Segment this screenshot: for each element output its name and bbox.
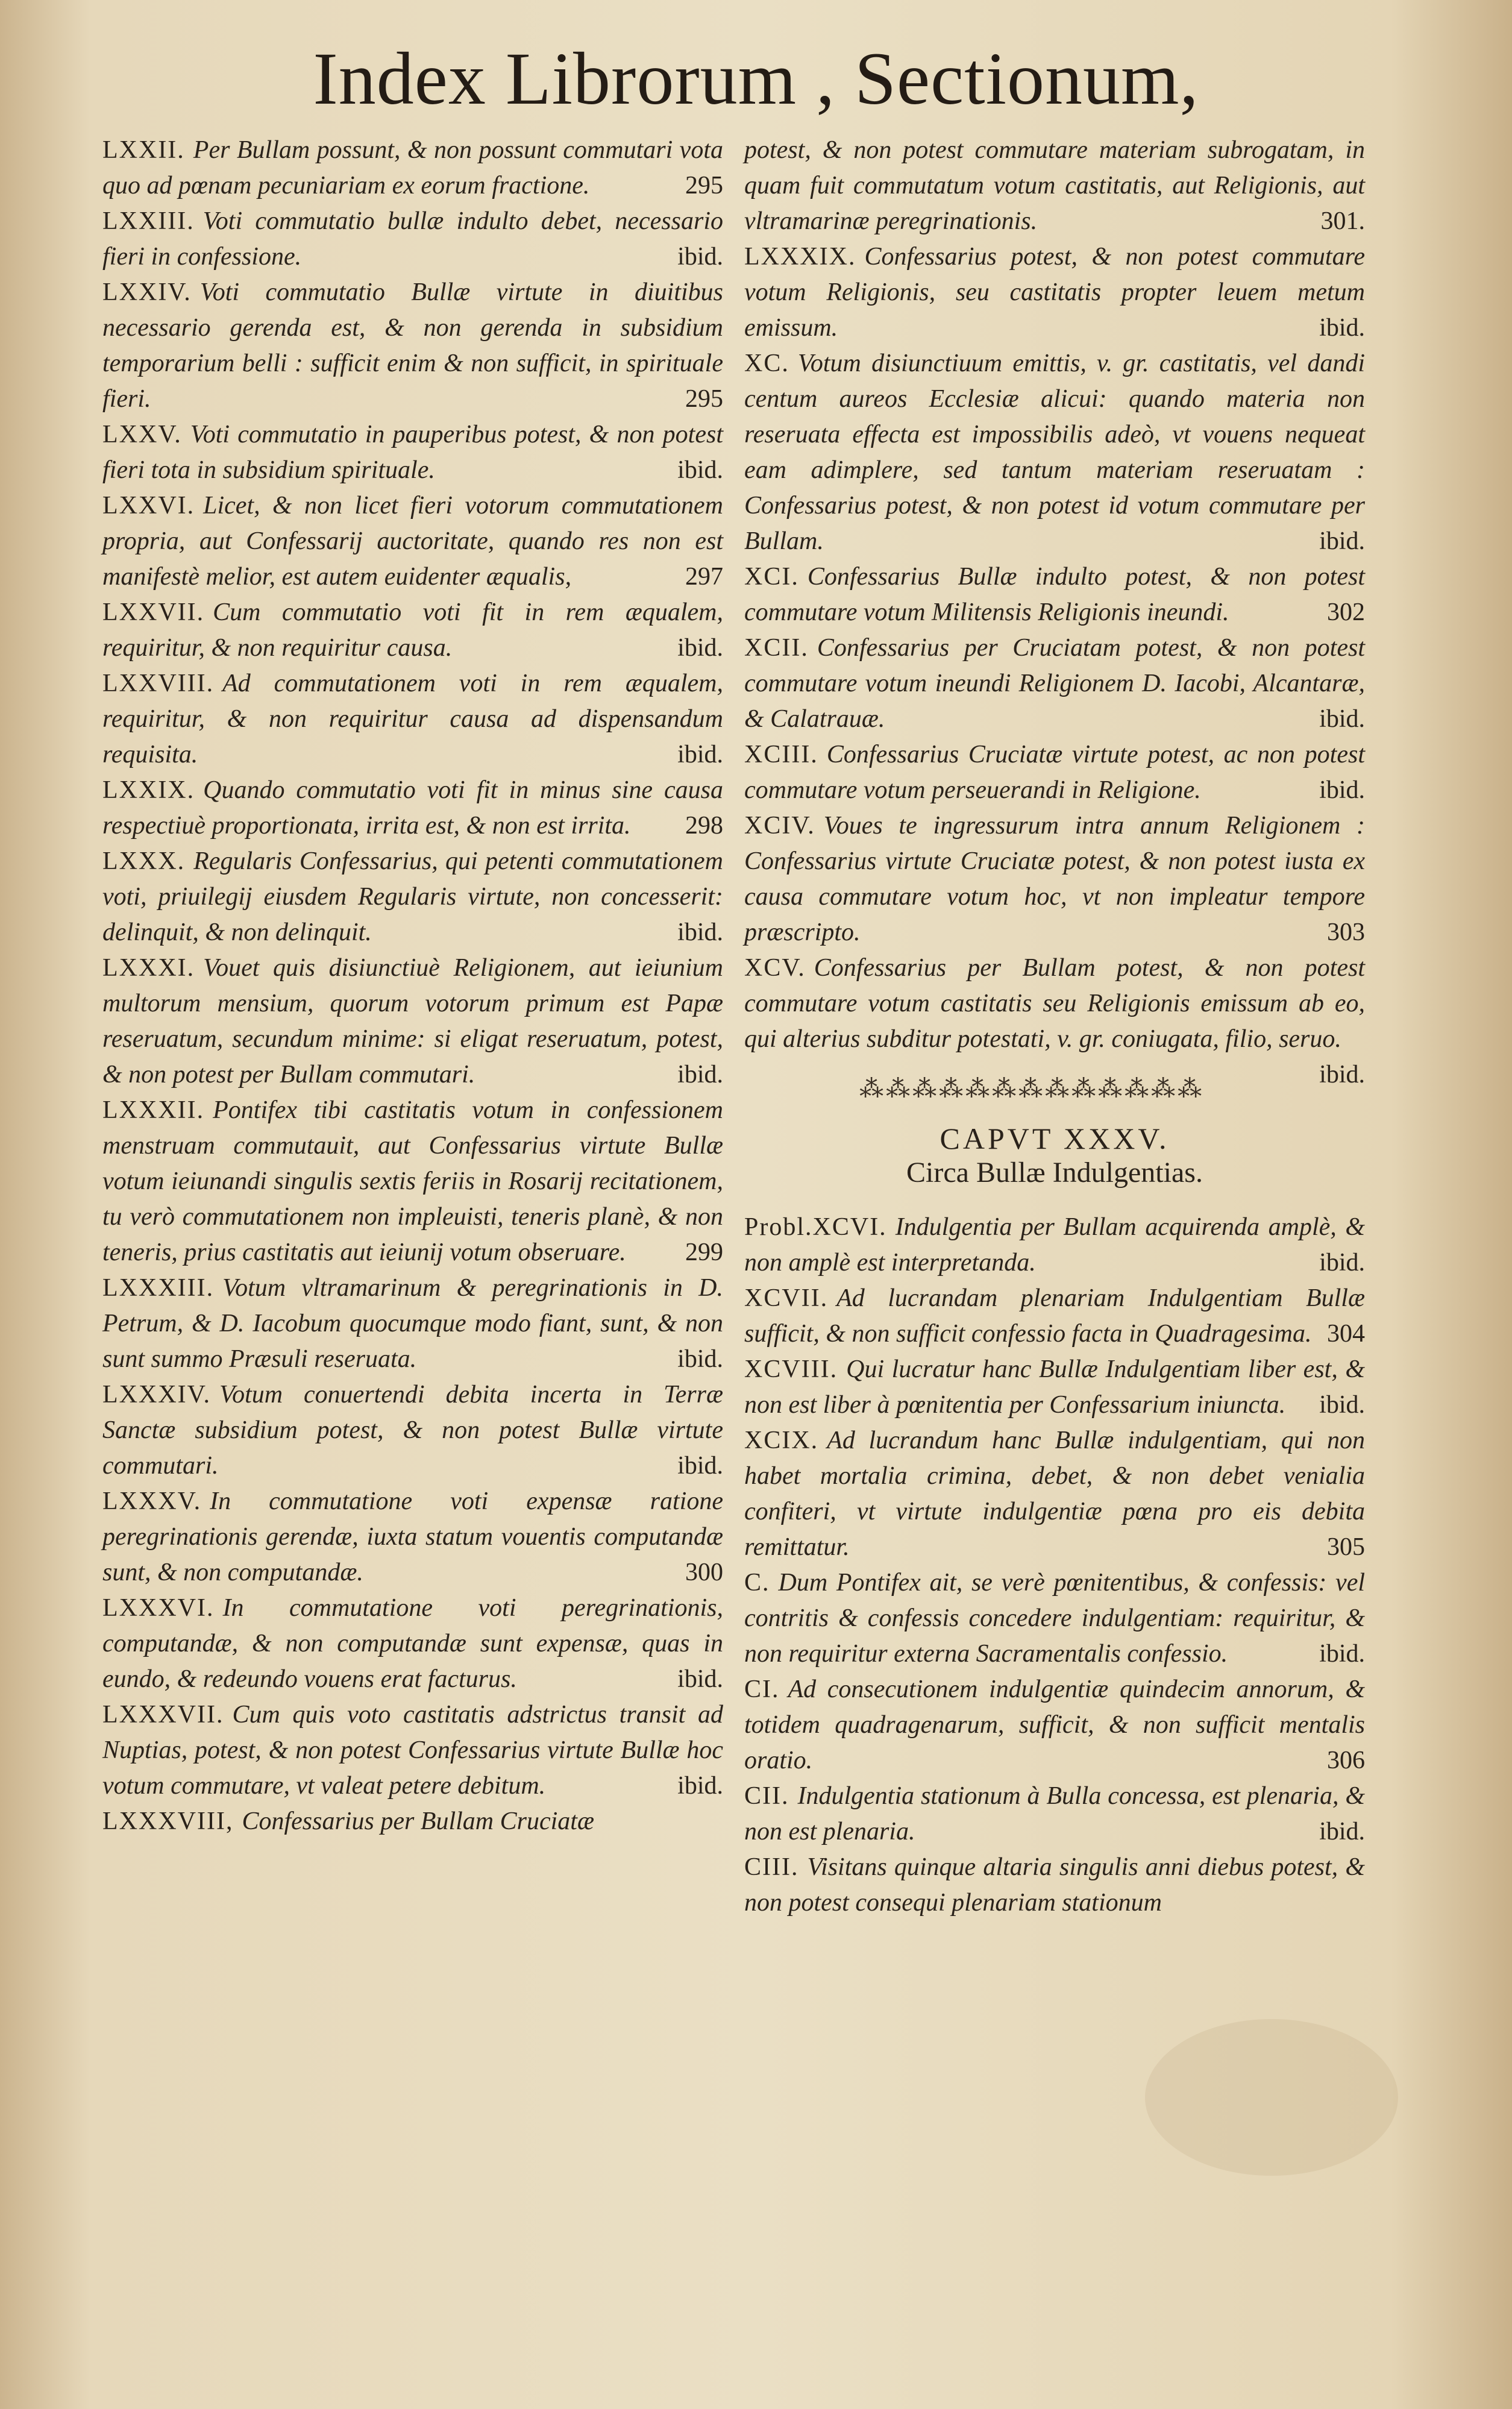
entry-number: XCVII.	[744, 1284, 829, 1312]
page-reference: 295	[685, 172, 723, 199]
index-entry	[744, 1672, 1365, 1779]
index-entry	[102, 133, 723, 204]
page-reference: 298	[685, 812, 723, 840]
index-entry	[744, 1565, 1365, 1672]
page-reference: 303	[1327, 919, 1365, 946]
entry-text: Ad commutationem voti in rem æqualem, requiritur, & non requiritur causa ad dispensandum requisita.	[102, 670, 723, 768]
page-reference: ibid.	[677, 1665, 723, 1693]
entry-text: Pontifex tibi castitatis votum in confessionem menstruam commutauit, aut Confessarius virtute Bullæ votum ieiunandi singulis sextis feriis in Rosarij recitationem, tu verò commutationem non impleuisti, teneris planè, & non teneris, prius castitatis aut ieiunij votum obseruare.	[102, 1096, 723, 1266]
entry-number: LXXXVII.	[102, 1701, 224, 1729]
index-entry	[102, 773, 723, 844]
entry-number: LXXXV.	[102, 1487, 202, 1515]
page-reference: 300	[685, 1559, 723, 1586]
index-entry	[102, 1484, 723, 1591]
index-entry	[744, 1352, 1365, 1423]
entry-number: XCI.	[744, 563, 799, 591]
entry-number: LXXII.	[102, 136, 185, 164]
entry-number: CI.	[744, 1676, 780, 1703]
entry-text: Indulgentia per Bullam acquirenda amplè, & non amplè est interpretanda.	[744, 1213, 1365, 1277]
chapter-title: CAPVT XXXV.	[940, 1122, 1170, 1155]
entry-number: XCVIII.	[744, 1355, 838, 1383]
page-reference: ibid.	[1319, 314, 1365, 342]
entry-text: Voti commutatio in pauperibus potest, & non potest fieri tota in subsidium spirituale.	[102, 421, 723, 484]
entry-number: LXXXIV.	[102, 1381, 212, 1409]
page-reference: 305	[1327, 1533, 1365, 1561]
index-entry	[102, 950, 723, 1093]
index-entry	[102, 417, 723, 488]
entry-number: CII.	[744, 1782, 789, 1810]
index-entry	[744, 1281, 1365, 1352]
entry-text: Qui lucratur hanc Bullæ Indulgentiam liber est, & non est liber à pœnitentia per Confessarium iniuncta.	[744, 1355, 1365, 1419]
page-reference: ibid.	[1319, 1818, 1365, 1845]
page-reference: ibid.	[677, 1452, 723, 1480]
index-entry	[744, 737, 1365, 808]
entry-number: XC.	[744, 350, 789, 377]
page-reference: 295	[685, 385, 723, 413]
page-reference: ibid.	[677, 741, 723, 768]
page-reference: ibid.	[677, 1345, 723, 1373]
index-entry	[744, 1423, 1365, 1565]
page-reference: ibid.	[677, 919, 723, 946]
entry-number: XCIII.	[744, 741, 818, 768]
entry-text: potest, & non potest commutare materiam subrogatam, in quam fuit commutatum votum castitatis, aut Religionis, aut vltramarinæ peregrinationis.	[744, 136, 1365, 235]
entry-number: LXXXII.	[102, 1096, 205, 1124]
entry-number: XCIV.	[744, 812, 815, 840]
page-reference: ibid.	[677, 456, 723, 484]
index-entry	[744, 950, 1365, 1088]
entry-text: Licet, & non licet fieri votorum commutationem propria, aut Confessarij auctoritate, quando res non est manifestè melior, est autem euidenter æqualis,	[102, 492, 723, 591]
entry-number: LXXIV.	[102, 278, 192, 306]
entry-text: Cum quis voto castitatis adstrictus transit ad Nuptias, potest, & non potest Confessarius virtute Bullæ hoc votum commutare, vt valeat petere debitum.	[102, 1701, 723, 1800]
right-entries	[744, 133, 1365, 1088]
page-header: Index Librorum , Sectionum,	[313, 37, 1199, 120]
index-entry	[102, 844, 723, 950]
index-entry	[744, 346, 1365, 559]
page-reference: 301.	[1320, 207, 1365, 235]
entry-text: Ad lucrandum hanc Bullæ indulgentiam, qui non habet mortalia crimina, debet, & non debet venialia confiteri, vt virtute indulgentiæ pœna pro eis debita remittatur.	[744, 1427, 1365, 1561]
left-column	[102, 133, 723, 1839]
page-reference: ibid.	[1319, 1061, 1365, 1088]
index-entry	[102, 1697, 723, 1804]
page-reference: 306	[1327, 1747, 1365, 1774]
entry-number: LXXIII.	[102, 207, 195, 235]
entry-text: Visitans quinque altaria singulis anni diebus potest, & non potest consequi plenariam stationum	[744, 1853, 1365, 1917]
entry-number: LXXXVI.	[102, 1594, 215, 1622]
page-reference: ibid.	[677, 243, 723, 271]
index-entry	[744, 133, 1365, 239]
entry-text: Confessarius per Bullam potest, & non potest commutare votum castitatis seu Religionis emissum ab eo, qui alterius subditur potestati, v. gr. coniugata, filio, seruo.	[744, 954, 1365, 1053]
entry-text: Voti commutatio bullæ indulto debet, necessario fieri in confessione.	[102, 207, 723, 271]
ornament-divider: ⁂⁂⁂⁂⁂⁂⁂⁂⁂⁂⁂⁂⁂	[859, 1075, 1205, 1103]
entry-text: Vouet quis disiunctiuè Religionem, aut ieiunium multorum mensium, quorum votorum primum est Papæ reseruatum, secundum minime: si eligat reseruatum, potest, & non potest per Bullam commutari.	[102, 954, 723, 1088]
entry-text: In commutatione voti expensæ ratione peregrinationis gerendæ, iuxta statum vouentis computandæ sunt, & non computandæ.	[102, 1487, 723, 1586]
right-column	[744, 133, 1365, 1921]
entry-text: Votum disiunctiuum emittis, v. gr. castitatis, vel dandi centum aureos Ecclesiæ alicui: quando materia non reseruata effecta est impossibilis adeò, vt vouens nequeat eam adimplere, sed tantum materiam reseruatam : Confessarius potest, & non potest id votum commutare per Bullam.	[744, 350, 1365, 555]
entry-number: CIII.	[744, 1853, 799, 1881]
entry-text: Indulgentia stationum à Bulla concessa, est plenaria, & non est plenaria.	[744, 1782, 1365, 1845]
entry-text: Ad consecutionem indulgentiæ quindecim annorum, & totidem quadragenarum, sufficit, & non sufficit mentalis oratio.	[744, 1676, 1365, 1774]
page-reference: ibid.	[1319, 1640, 1365, 1668]
entry-number: LXXIX.	[102, 776, 195, 804]
index-entry	[102, 1270, 723, 1377]
entry-number: XCII.	[744, 634, 809, 662]
entry-number: LXXVIII.	[102, 670, 215, 697]
index-entry	[744, 1779, 1365, 1850]
entry-text: Per Bullam possunt, & non possunt commutari vota quo ad pœnam pecuniariam ex eorum fractione.	[102, 136, 723, 199]
page-reference: ibid.	[677, 1061, 723, 1088]
chapter-entries	[744, 1210, 1365, 1921]
entry-text: Dum Pontifex ait, se verè pœnitentibus, & confessis: vel contritis & confessis concedere indulgentiam: requiritur, & non requiritur externa Sacramentalis confessio.	[744, 1569, 1365, 1668]
entry-text: Confessarius potest, & non potest commutare votum Religionis, seu castitatis propter leuem metum emissum.	[744, 243, 1365, 342]
index-entry	[744, 630, 1365, 737]
entry-text: Quando commutatio voti fit in minus sine causa respectiuè proportionata, irrita est, & non est irrita.	[102, 776, 723, 840]
page-reference: 302	[1327, 598, 1365, 626]
entry-text: Confessarius per Bullam Cruciatæ	[242, 1808, 594, 1835]
paper-stain	[1145, 2019, 1398, 2176]
index-entry	[744, 808, 1365, 950]
entry-text: Confessarius Cruciatæ virtute potest, ac non potest commutare votum perseuerandi in Religione.	[744, 741, 1365, 804]
page-reference: ibid.	[1319, 776, 1365, 804]
page-reference: ibid.	[677, 1772, 723, 1800]
entry-text: Confessarius Bullæ indulto potest, & non potest commutare votum Militensis Religionis ineundi.	[744, 563, 1365, 626]
index-entry	[744, 1850, 1365, 1921]
index-entry	[102, 204, 723, 275]
entry-number: XCIX.	[744, 1427, 819, 1454]
entry-number: XCV.	[744, 954, 806, 982]
page-reference: ibid.	[1319, 1391, 1365, 1419]
page-reference: 297	[685, 563, 723, 591]
index-entry	[102, 1093, 723, 1270]
entry-number: LXXX.	[102, 847, 186, 875]
entry-text: Ad lucrandam plenariam Indulgentiam Bullæ sufficit, & non sufficit confessio facta in Quadragesima.	[744, 1284, 1365, 1348]
entry-text: Votum vltramarinum & peregrinationis in D. Petrum, & D. Iacobum quocumque modo fiant, sunt, & non sunt summo Præsuli reseruata.	[102, 1274, 723, 1373]
index-entry	[744, 1210, 1365, 1281]
entry-text: Cum commutatio voti fit in rem æqualem, requiritur, & non requiritur causa.	[102, 598, 723, 662]
index-entry	[102, 275, 723, 417]
chapter-subtitle: Circa Bullæ Indulgentias.	[906, 1157, 1203, 1189]
page-reference: 304	[1327, 1320, 1365, 1348]
index-entry	[744, 239, 1365, 346]
entry-number: LXXXIII.	[102, 1274, 215, 1302]
index-entry	[744, 559, 1365, 630]
entry-number: C.	[744, 1569, 770, 1597]
index-entry	[102, 1377, 723, 1484]
entry-number: LXXXI.	[102, 954, 195, 982]
entry-text: In commutatione voti peregrinationis, computandæ, & non computandæ sunt expensæ, quas in eundo, & redeundo vouens erat facturus.	[102, 1594, 723, 1693]
page-reference: ibid.	[1319, 1249, 1365, 1277]
entry-number: LXXVI.	[102, 492, 195, 520]
entry-text: Voti commutatio Bullæ virtute in diuitibus necessario gerenda est, & non gerenda in subsidium temporarium belli : sufficit enim & non sufficit, in spirituale fieri.	[102, 278, 723, 413]
index-entry	[102, 1591, 723, 1697]
index-entry	[102, 488, 723, 595]
page-reference: ibid.	[1319, 527, 1365, 555]
entry-number: LXXXIX.	[744, 243, 856, 271]
index-entry	[102, 666, 723, 773]
entry-number: LXXVII.	[102, 598, 205, 626]
index-entry	[102, 595, 723, 666]
page-reference: ibid.	[677, 634, 723, 662]
entry-text: Votum conuertendi debita incerta in Terræ Sanctæ subsidium potest, & non potest Bullæ virtute commutari.	[102, 1381, 723, 1480]
page-reference: ibid.	[1319, 705, 1365, 733]
entry-text: Confessarius per Cruciatam potest, & non potest commutare votum ineundi Religionem D. Iacobi, Alcantaræ, & Calatrauæ.	[744, 634, 1365, 733]
entry-number: Probl.XCVI.	[744, 1213, 887, 1241]
index-entry	[102, 1804, 723, 1839]
entry-text: Voues te ingressurum intra annum Religionem : Confessarius virtute Cruciatæ potest, & non potest iusta ex causa commutare votum hoc, vt non impleatur tempore præscripto.	[744, 812, 1365, 946]
entry-text: Regularis Confessarius, qui petenti commutationem voti, priuilegij eiusdem Regularis virtute, non concesserit: delinquit, & non delinquit.	[102, 847, 723, 946]
entry-number: LXXV.	[102, 421, 182, 448]
page-reference: 299	[685, 1239, 723, 1266]
entry-number: LXXXVIII,	[102, 1808, 234, 1835]
